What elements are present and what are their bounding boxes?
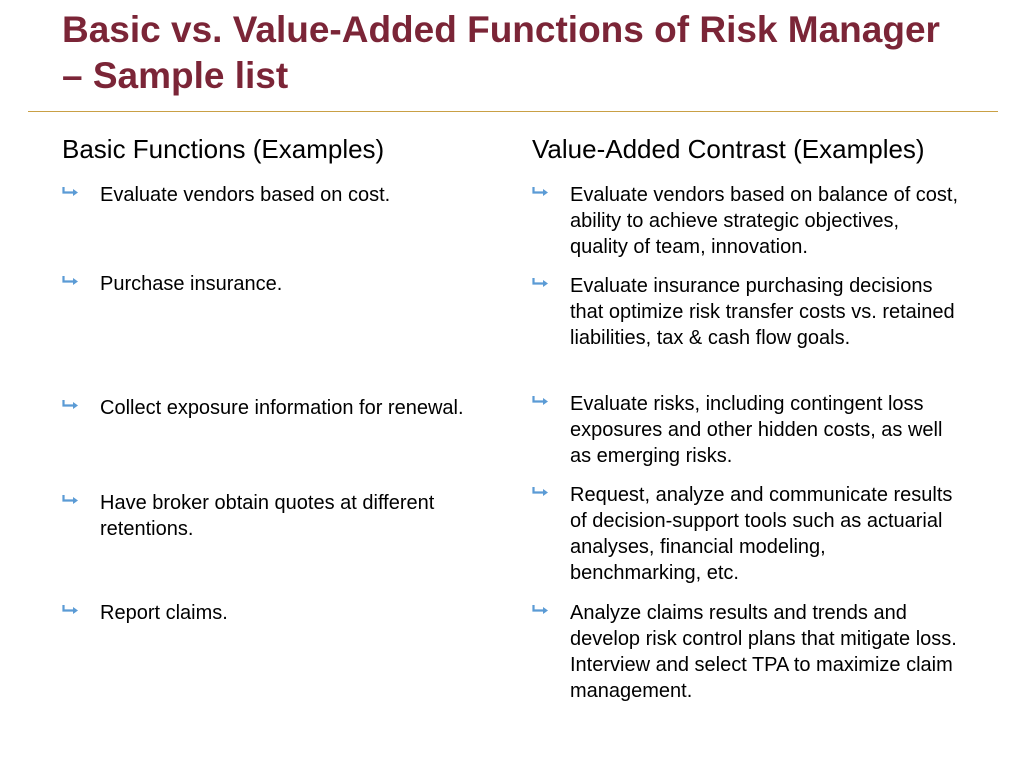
hooked-right-arrow-icon	[532, 482, 552, 508]
list-item	[62, 395, 482, 421]
list-item	[62, 490, 482, 542]
list-item-text: Purchase insurance.	[100, 273, 283, 295]
hooked-right-arrow-icon	[532, 182, 552, 208]
list-item	[532, 391, 962, 469]
value-added-column	[532, 132, 972, 702]
hooked-right-arrow-icon	[62, 395, 82, 421]
list-item-text: Request, analyze and communicate results of decision-support tools such as actuarial analyses, financial modeling, benchmarking, etc.	[570, 484, 953, 584]
hooked-right-arrow-icon	[62, 182, 82, 208]
title-divider	[28, 111, 998, 112]
hooked-right-arrow-icon	[62, 600, 82, 626]
hooked-right-arrow-icon	[532, 391, 552, 417]
list-item	[62, 600, 482, 626]
hooked-right-arrow-icon	[532, 600, 552, 626]
value-added-heading: Value-Added Contrast (Examples)	[532, 134, 925, 164]
list-item	[532, 273, 962, 351]
list-item	[532, 482, 962, 586]
hooked-right-arrow-icon	[532, 273, 552, 299]
list-item-text: Evaluate insurance purchasing decisions that optimize risk transfer costs vs. retained liabilities, tax & cash flow goals.	[570, 275, 955, 349]
slide-title: Basic vs. Value-Added Functions of Risk Manager – Sample list	[62, 9, 940, 96]
list-item-text: Evaluate vendors based on balance of cost, ability to achieve strategic objectives, quality of team, innovation.	[570, 184, 959, 258]
list-item-text: Analyze claims results and trends and develop risk control plans that mitigate loss. Interview and select TPA to maximize claim management.	[570, 602, 957, 702]
list-item-text: Evaluate vendors based on cost.	[100, 184, 391, 206]
list-item	[62, 271, 482, 297]
list-item	[62, 182, 482, 208]
list-item-text: Evaluate risks, including contingent loss exposures and other hidden costs, as well as emerging risks.	[570, 393, 943, 467]
basic-functions-column	[62, 132, 492, 624]
hooked-right-arrow-icon	[62, 271, 82, 297]
hooked-right-arrow-icon	[62, 490, 82, 516]
list-item-text: Have broker obtain quotes at different retentions.	[100, 492, 435, 540]
list-item	[532, 600, 962, 704]
list-item-text: Collect exposure information for renewal.	[100, 397, 464, 419]
list-item	[532, 182, 962, 260]
list-item-text: Report claims.	[100, 602, 228, 624]
basic-functions-heading: Basic Functions (Examples)	[62, 134, 385, 164]
